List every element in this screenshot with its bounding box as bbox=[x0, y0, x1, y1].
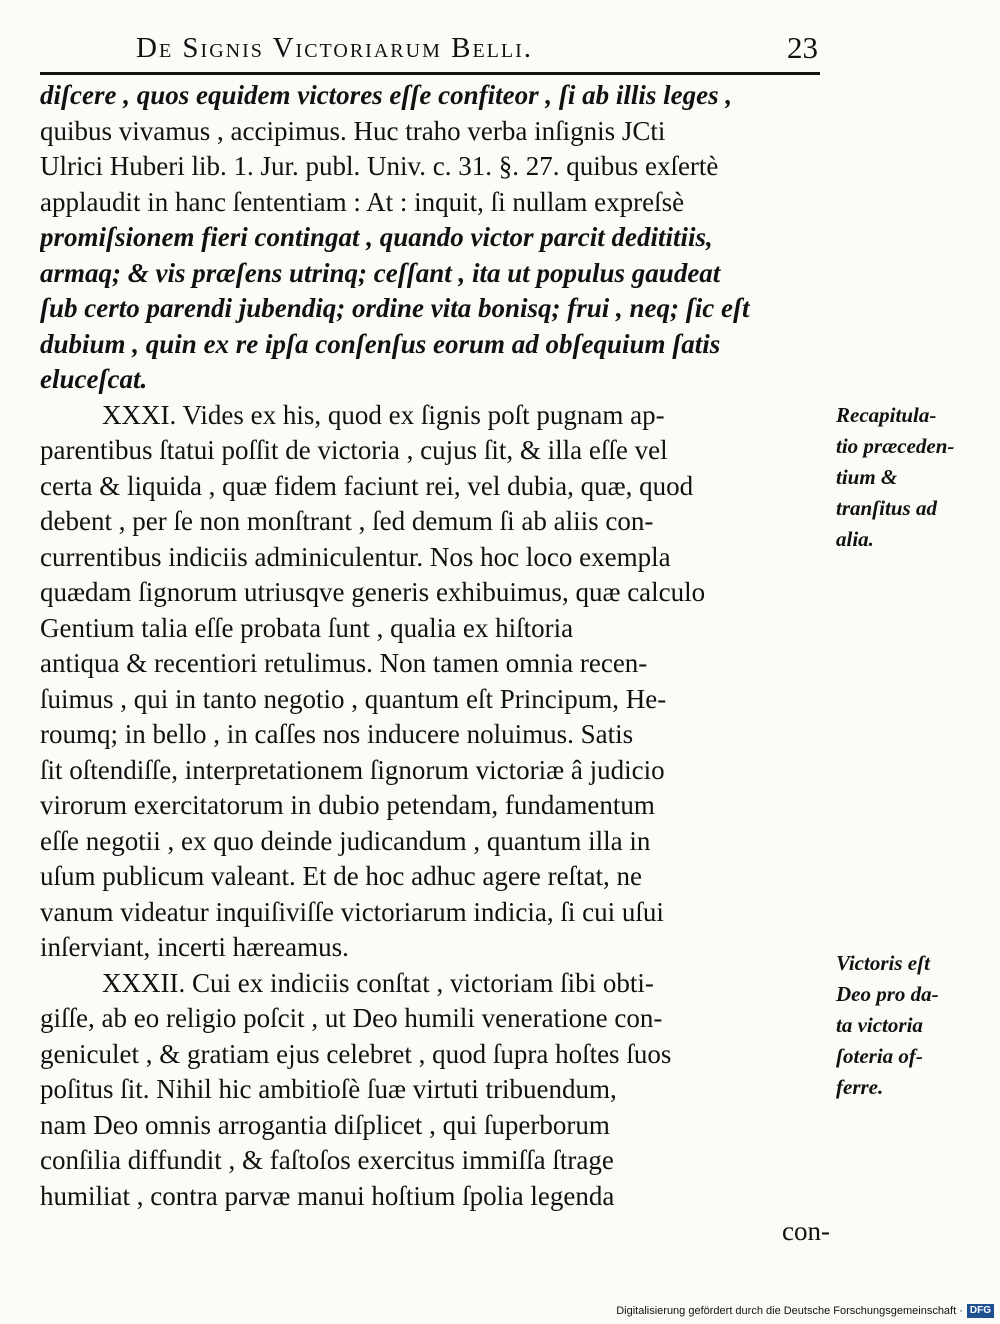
text-line: applaudit in hanc ſententiam : At : inquit, ſi nullam expreſsè bbox=[40, 186, 685, 217]
text-line: giſſe, ab eo religio poſcit , ut Deo humili veneratione con- bbox=[40, 1003, 663, 1033]
text-line: uſum publicum valeant. Et de hoc adhuc agere reſtat, ne bbox=[40, 861, 643, 891]
margin-note-line: Deo pro da- bbox=[836, 982, 939, 1006]
text-line: ſub certo parendi jubendiq; ordine vita bonisq; frui , neq; ſic eſt bbox=[40, 293, 750, 323]
text-line: quibus vivamus , accipimus. Huc traho verba inſignis JCti bbox=[40, 115, 666, 146]
text-line: roumq; in bello , in caſſes nos inducere noluimus. Satis bbox=[40, 719, 634, 749]
text-line: dubium , quin ex re ipſa conſenſus eorum ad obſequium ſatis bbox=[40, 328, 721, 359]
margin-note-line: ferre. bbox=[836, 1075, 884, 1099]
text-line: currentibus indiciis adminiculentur. Nos hoc loco exempla bbox=[40, 541, 671, 572]
text-line: ſuimus , qui in tanto negotio , quantum eſt Principum, He- bbox=[40, 683, 667, 714]
text-line: quædam ſignorum utriusqve generis exhibuimus, quæ calculo bbox=[40, 577, 706, 607]
page-number: 23 bbox=[787, 30, 818, 65]
text-line: Ulrici Huberi lib. 1. Jur. publ. Univ. c. 31. §. 27. quibus exſertè bbox=[40, 151, 719, 181]
digitization-footer bbox=[616, 1302, 994, 1320]
running-title: De Signis Victoriarum Belli. bbox=[136, 32, 533, 64]
text-line: poſitus ſit. Nihil hic ambitioſè ſuæ virtuti tribuendum, bbox=[40, 1074, 617, 1104]
text-line: XXXI. Vides ex his, quod ex ſignis poſt pugnam ap- bbox=[102, 399, 665, 430]
dfg-logo: DFG bbox=[967, 1304, 994, 1318]
digitization-credit: Digitalisierung gefördert durch die Deutsche Forschungsgemeinschaft · bbox=[616, 1305, 963, 1317]
text-line: vanum videatur inquiſiviſſe victoriarum indicia, ſi cui uſui bbox=[40, 896, 664, 927]
margin-note-line: Recapitula- bbox=[836, 403, 937, 427]
text-line: parentibus ſtatui poſſit de victoria , cujus ſit, & illa eſſe vel bbox=[40, 435, 668, 465]
text-line: diſcere , quos equidem victores eſſe confiteor , ſi ab illis leges , bbox=[40, 80, 733, 110]
running-header bbox=[40, 28, 820, 72]
margin-note-line: ta victoria bbox=[836, 1013, 923, 1037]
text-line: XXXII. Cui ex indiciis conſtat , victoriam ſibi obti- bbox=[102, 967, 654, 998]
text-line: armaq; & vis præſens utrinq; ceſſant , ita ut populus gaudeat bbox=[40, 257, 721, 288]
text-line: humiliat , contra parvæ manui hoſtium ſpolia legenda bbox=[40, 1180, 615, 1211]
margin-note-line: tio præceden- bbox=[836, 434, 955, 458]
text-line: debent , per ſe non monſtrant , ſed demum ſi ab aliis con- bbox=[40, 506, 654, 536]
text-line: promiſsionem fieri contingat , quando victor parcit dedititiis, bbox=[40, 222, 713, 252]
margin-note-victoris bbox=[836, 948, 996, 1103]
main-text-block bbox=[40, 78, 830, 1250]
margin-note-line: Victoris eſt bbox=[836, 951, 930, 975]
text-line: eluceſcat. bbox=[40, 364, 148, 394]
margin-note-line: tranſitus ad bbox=[836, 496, 937, 520]
header-rule bbox=[40, 72, 820, 75]
text-line: con- bbox=[782, 1216, 830, 1246]
text-line: inſerviant, incerti hæreamus. bbox=[40, 932, 349, 962]
margin-note-recapitulatio bbox=[836, 400, 996, 555]
text-line: conſilia diffundit , & faſtoſos exercitus immiſſa ſtrage bbox=[40, 1145, 614, 1175]
margin-note-line: tium & bbox=[836, 465, 898, 489]
text-line: Gentium talia eſſe probata ſunt , qualia ex hiſtoria bbox=[40, 612, 574, 643]
margin-note-line: ſoteria of- bbox=[836, 1044, 923, 1068]
text-line: antiqua & recentiori retulimus. Non tamen omnia recen- bbox=[40, 648, 648, 678]
margin-note-line: alia. bbox=[836, 527, 874, 551]
text-line: eſſe negotii , ex quo deinde judicandum , quantum illa in bbox=[40, 825, 651, 856]
text-line: geniculet , & gratiam ejus celebret , quod ſupra hoſtes ſuos bbox=[40, 1038, 672, 1069]
text-line: certa & liquida , quæ fidem faciunt rei, vel dubia, quæ, quod bbox=[40, 470, 694, 501]
text-line: virorum exercitatorum in dubio petendam, fundamentum bbox=[40, 790, 655, 820]
text-line: ſit oſtendiſſe, interpretationem ſignorum victoriæ â judicio bbox=[40, 754, 665, 785]
text-line: nam Deo omnis arrogantia diſplicet , qui ſuperborum bbox=[40, 1109, 610, 1140]
